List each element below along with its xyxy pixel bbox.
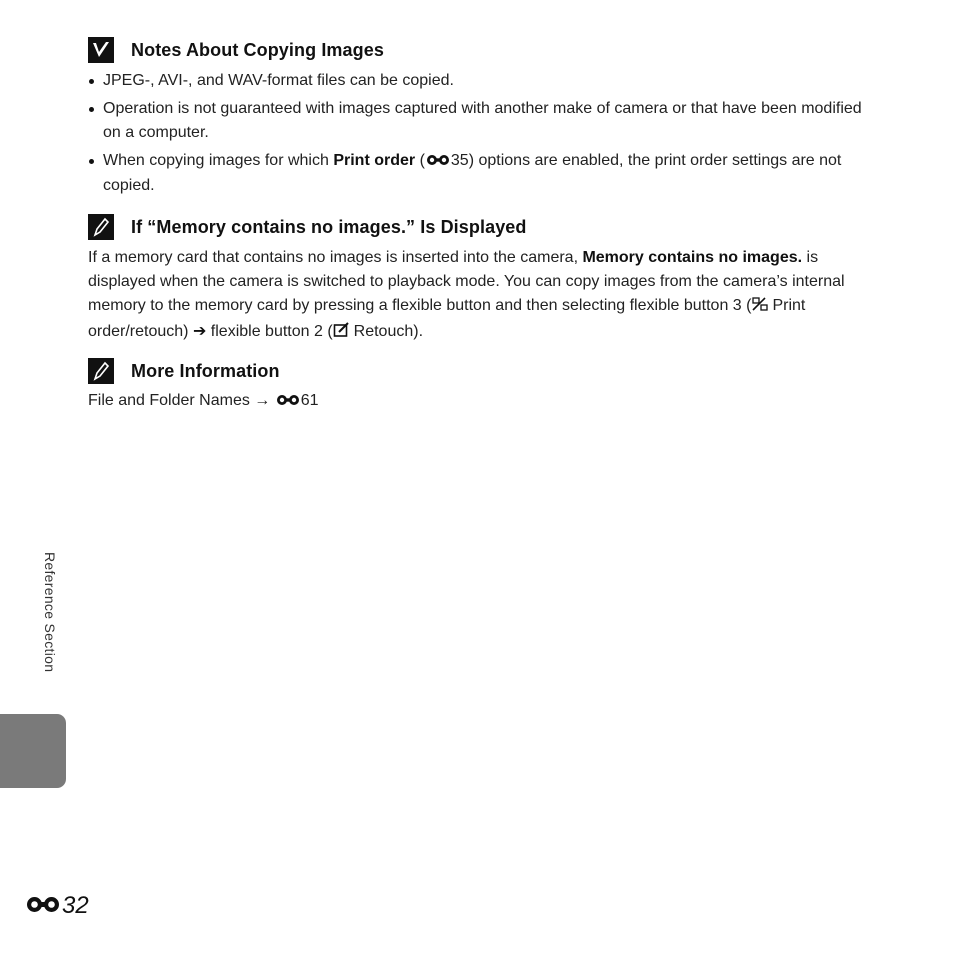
bullet-text: ) options are enabled, the print order settings are not copied. <box>103 152 842 194</box>
file-folder-names-link[interactable]: File and Folder Names <box>88 392 250 409</box>
bullet-text: Operation is not guaranteed with images captured with another make of camera or that have been modified on a computer. <box>103 100 862 141</box>
bullet-text: When copying images for which <box>103 152 334 169</box>
retouch-label: Retouch <box>353 323 414 340</box>
bullet-text: JPEG-, AVI-, and WAV-format files can be copied. <box>103 72 454 89</box>
more-info-section <box>88 356 878 414</box>
print-order-term: Print order <box>333 152 416 169</box>
notes-copying-section <box>88 35 878 202</box>
ref-page[interactable]: 35 <box>450 152 469 169</box>
paragraph-text: flexible button 2 ( <box>206 323 333 340</box>
section-tab <box>0 714 66 788</box>
memory-message-term: Memory contains no images. <box>582 249 803 266</box>
ref-page[interactable]: 61 <box>300 392 319 409</box>
side-section-label: Reference Section <box>42 552 58 673</box>
paragraph-text: ). <box>413 323 424 340</box>
retouch-icon <box>333 322 351 346</box>
page-number <box>26 891 89 921</box>
pencil-icon <box>88 358 114 384</box>
reference-section-icon <box>26 892 60 920</box>
arrow-right-icon: ➔ <box>192 323 207 340</box>
ref-open: ( <box>415 152 425 169</box>
paragraph-text: ) <box>183 323 193 340</box>
list-item <box>88 69 878 93</box>
arrow-right-icon: → <box>254 392 271 409</box>
more-info-title: More Information <box>131 360 280 381</box>
list-item <box>88 97 878 145</box>
pencil-icon <box>88 214 114 240</box>
paragraph-text: If a memory card that contains no images is inserted into the camera, <box>88 249 583 266</box>
reference-section-icon <box>426 150 450 174</box>
print-order-retouch-icon <box>751 296 769 320</box>
notes-copying-title: Notes About Copying Images <box>131 39 384 60</box>
notes-copying-list <box>88 69 878 198</box>
more-info-heading <box>88 356 878 386</box>
print-order-label: Print order/retouch <box>88 297 806 340</box>
paragraph-text: is displayed when the camera is switched to playback mode. You can copy images from the camera’s internal memory to the memory card by pressing a flexible button and then selecting flexible button 3 ( <box>88 249 845 314</box>
memory-section <box>88 212 878 346</box>
memory-heading <box>88 212 878 242</box>
memory-title: If “Memory contains no images.” Is Displayed <box>131 216 527 237</box>
memory-paragraph <box>88 246 878 346</box>
reference-section-icon <box>276 390 300 414</box>
notes-copying-heading <box>88 35 878 65</box>
more-info-paragraph <box>88 389 878 414</box>
list-item <box>88 149 878 198</box>
page-number-text: 32 <box>62 892 89 919</box>
checkmark-icon <box>88 37 114 63</box>
